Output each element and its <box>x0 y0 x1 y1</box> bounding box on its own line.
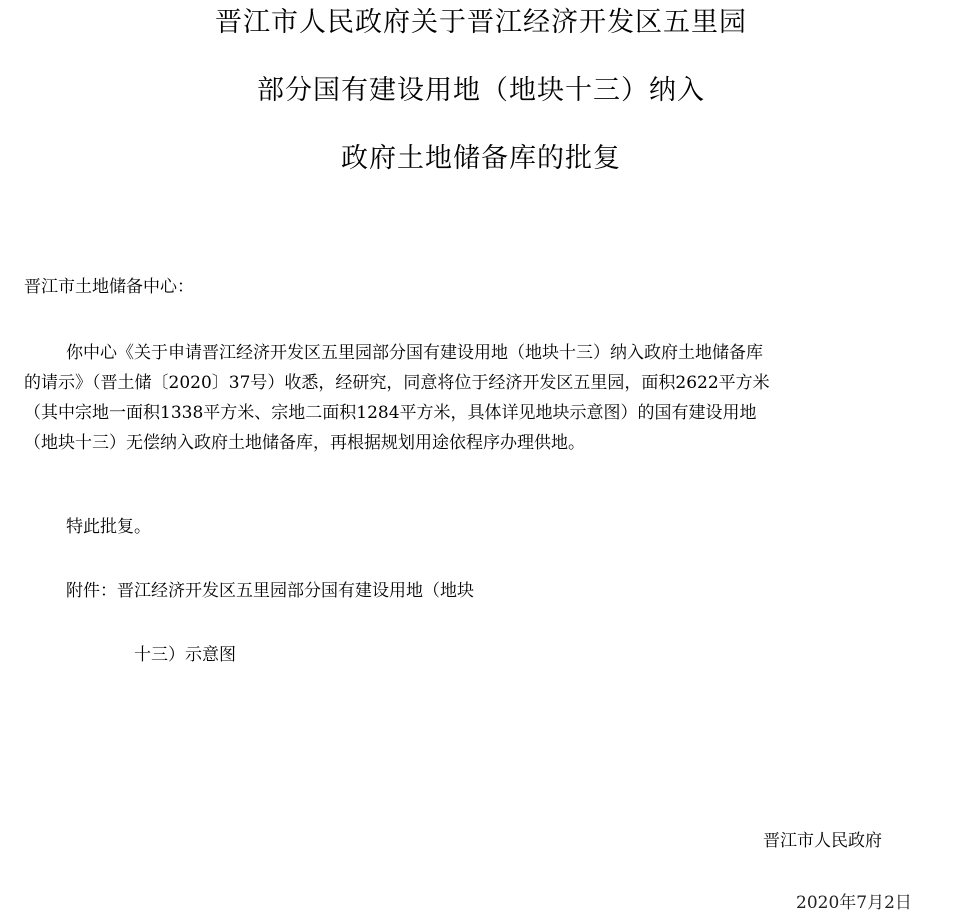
document-title-line-2: 部分国有建设用地（地块十三）纳入 <box>257 75 705 106</box>
salutation: 晋江市土地储备中心： <box>24 277 194 297</box>
body-line-4: （地块十三）无偿纳入政府土地储备库，再根据规划用途依程序办理供地。 <box>24 433 585 453</box>
closing-remark: 特此批复。 <box>66 517 151 537</box>
issuer-signature: 晋江市人民政府 <box>763 831 882 851</box>
issue-date: 2020年7月2日 <box>796 893 912 913</box>
body-line-2: 的请示》（晋土储〔2020〕37号）收悉，经研究，同意将位于经济开发区五里园，面积2622平方米 <box>24 373 770 393</box>
document-title-line-3: 政府土地储备库的批复 <box>341 143 621 174</box>
attachment-line-1: 附件：晋江经济开发区五里园部分国有建设用地（地块 <box>66 581 474 601</box>
body-line-3: （其中宗地一面积1338平方米、宗地二面积1284平方米，具体详见地块示意图）的国有建设用地 <box>24 403 757 423</box>
document-title-line-1: 晋江市人民政府关于晋江经济开发区五里园 <box>215 7 747 38</box>
attachment-line-2: 十三）示意图 <box>134 645 236 665</box>
body-paragraph <box>24 338 938 458</box>
body-line-1: 你中心《关于申请晋江经济开发区五里园部分国有建设用地（地块十三）纳入政府土地储备库 <box>66 343 763 363</box>
